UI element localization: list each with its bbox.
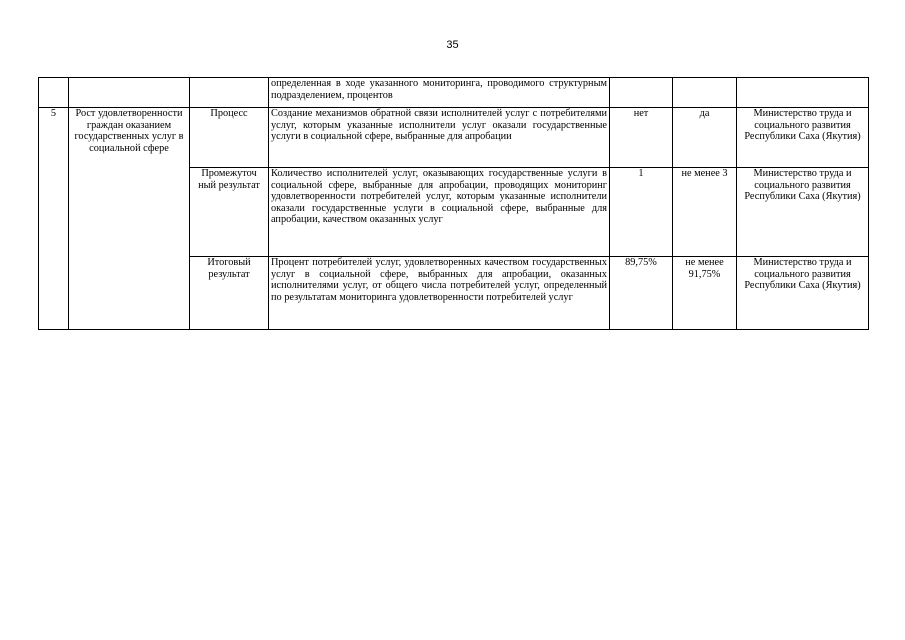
target-value: не менее 3 <box>673 168 737 257</box>
base-value: нет <box>610 108 673 168</box>
table-row <box>39 78 869 108</box>
indicator-text: определенная в ходе указанного мониторинга, проводимого структурным подразделением, процентов <box>269 78 610 108</box>
table-row <box>39 108 869 168</box>
indicators-table <box>38 77 869 330</box>
responsible-body: Министерство труда и социального развития Республики Саха (Якутия) <box>737 257 869 330</box>
target-value: да <box>673 108 737 168</box>
base-value: 1 <box>610 168 673 257</box>
indicator-type: Промежуточ ный результат <box>190 168 269 257</box>
page-number: 35 <box>446 39 459 51</box>
result-name: Рост удовлетворенности граждан оказанием государственных услуг в социальной сфере <box>69 108 190 330</box>
row-number <box>39 78 69 108</box>
indicator-text: Количество исполнителей услуг, оказывающих государственные услуги в социальной сфере, выбранные для апробации, проводящих мониторинг удовлетворенности потребителей услуг, которым указанные исполнители оказали государственные услуги в социальной сфере, выбранные для апробации, качеством оказанных услуг <box>269 168 610 257</box>
indicator-type: Итоговый результат <box>190 257 269 330</box>
result-name <box>69 78 190 108</box>
responsible-body <box>737 78 869 108</box>
indicator-text: Процент потребителей услуг, удовлетворенных качеством государственных услуг в социальной сфере, выбранных для апробации, оказанных исполнителями услуг, от общего числа потребителей услуг, определенный по результатам мониторинга удовлетворенности потребителей услуг <box>269 257 610 330</box>
target-value: не менее 91,75% <box>673 257 737 330</box>
responsible-body: Министерство труда и социального развития Республики Саха (Якутия) <box>737 168 869 257</box>
target-value <box>673 78 737 108</box>
indicator-type <box>190 78 269 108</box>
indicator-type: Процесс <box>190 108 269 168</box>
responsible-body: Министерство труда и социального развития Республики Саха (Якутия) <box>737 108 869 168</box>
base-value: 89,75% <box>610 257 673 330</box>
row-number: 5 <box>39 108 69 330</box>
indicator-text: Создание механизмов обратной связи исполнителей услуг с потребителями услуг, которым указанные исполнители услуг оказали государственные услуги в социальной сфере, выбранные для апробации <box>269 108 610 168</box>
base-value <box>610 78 673 108</box>
